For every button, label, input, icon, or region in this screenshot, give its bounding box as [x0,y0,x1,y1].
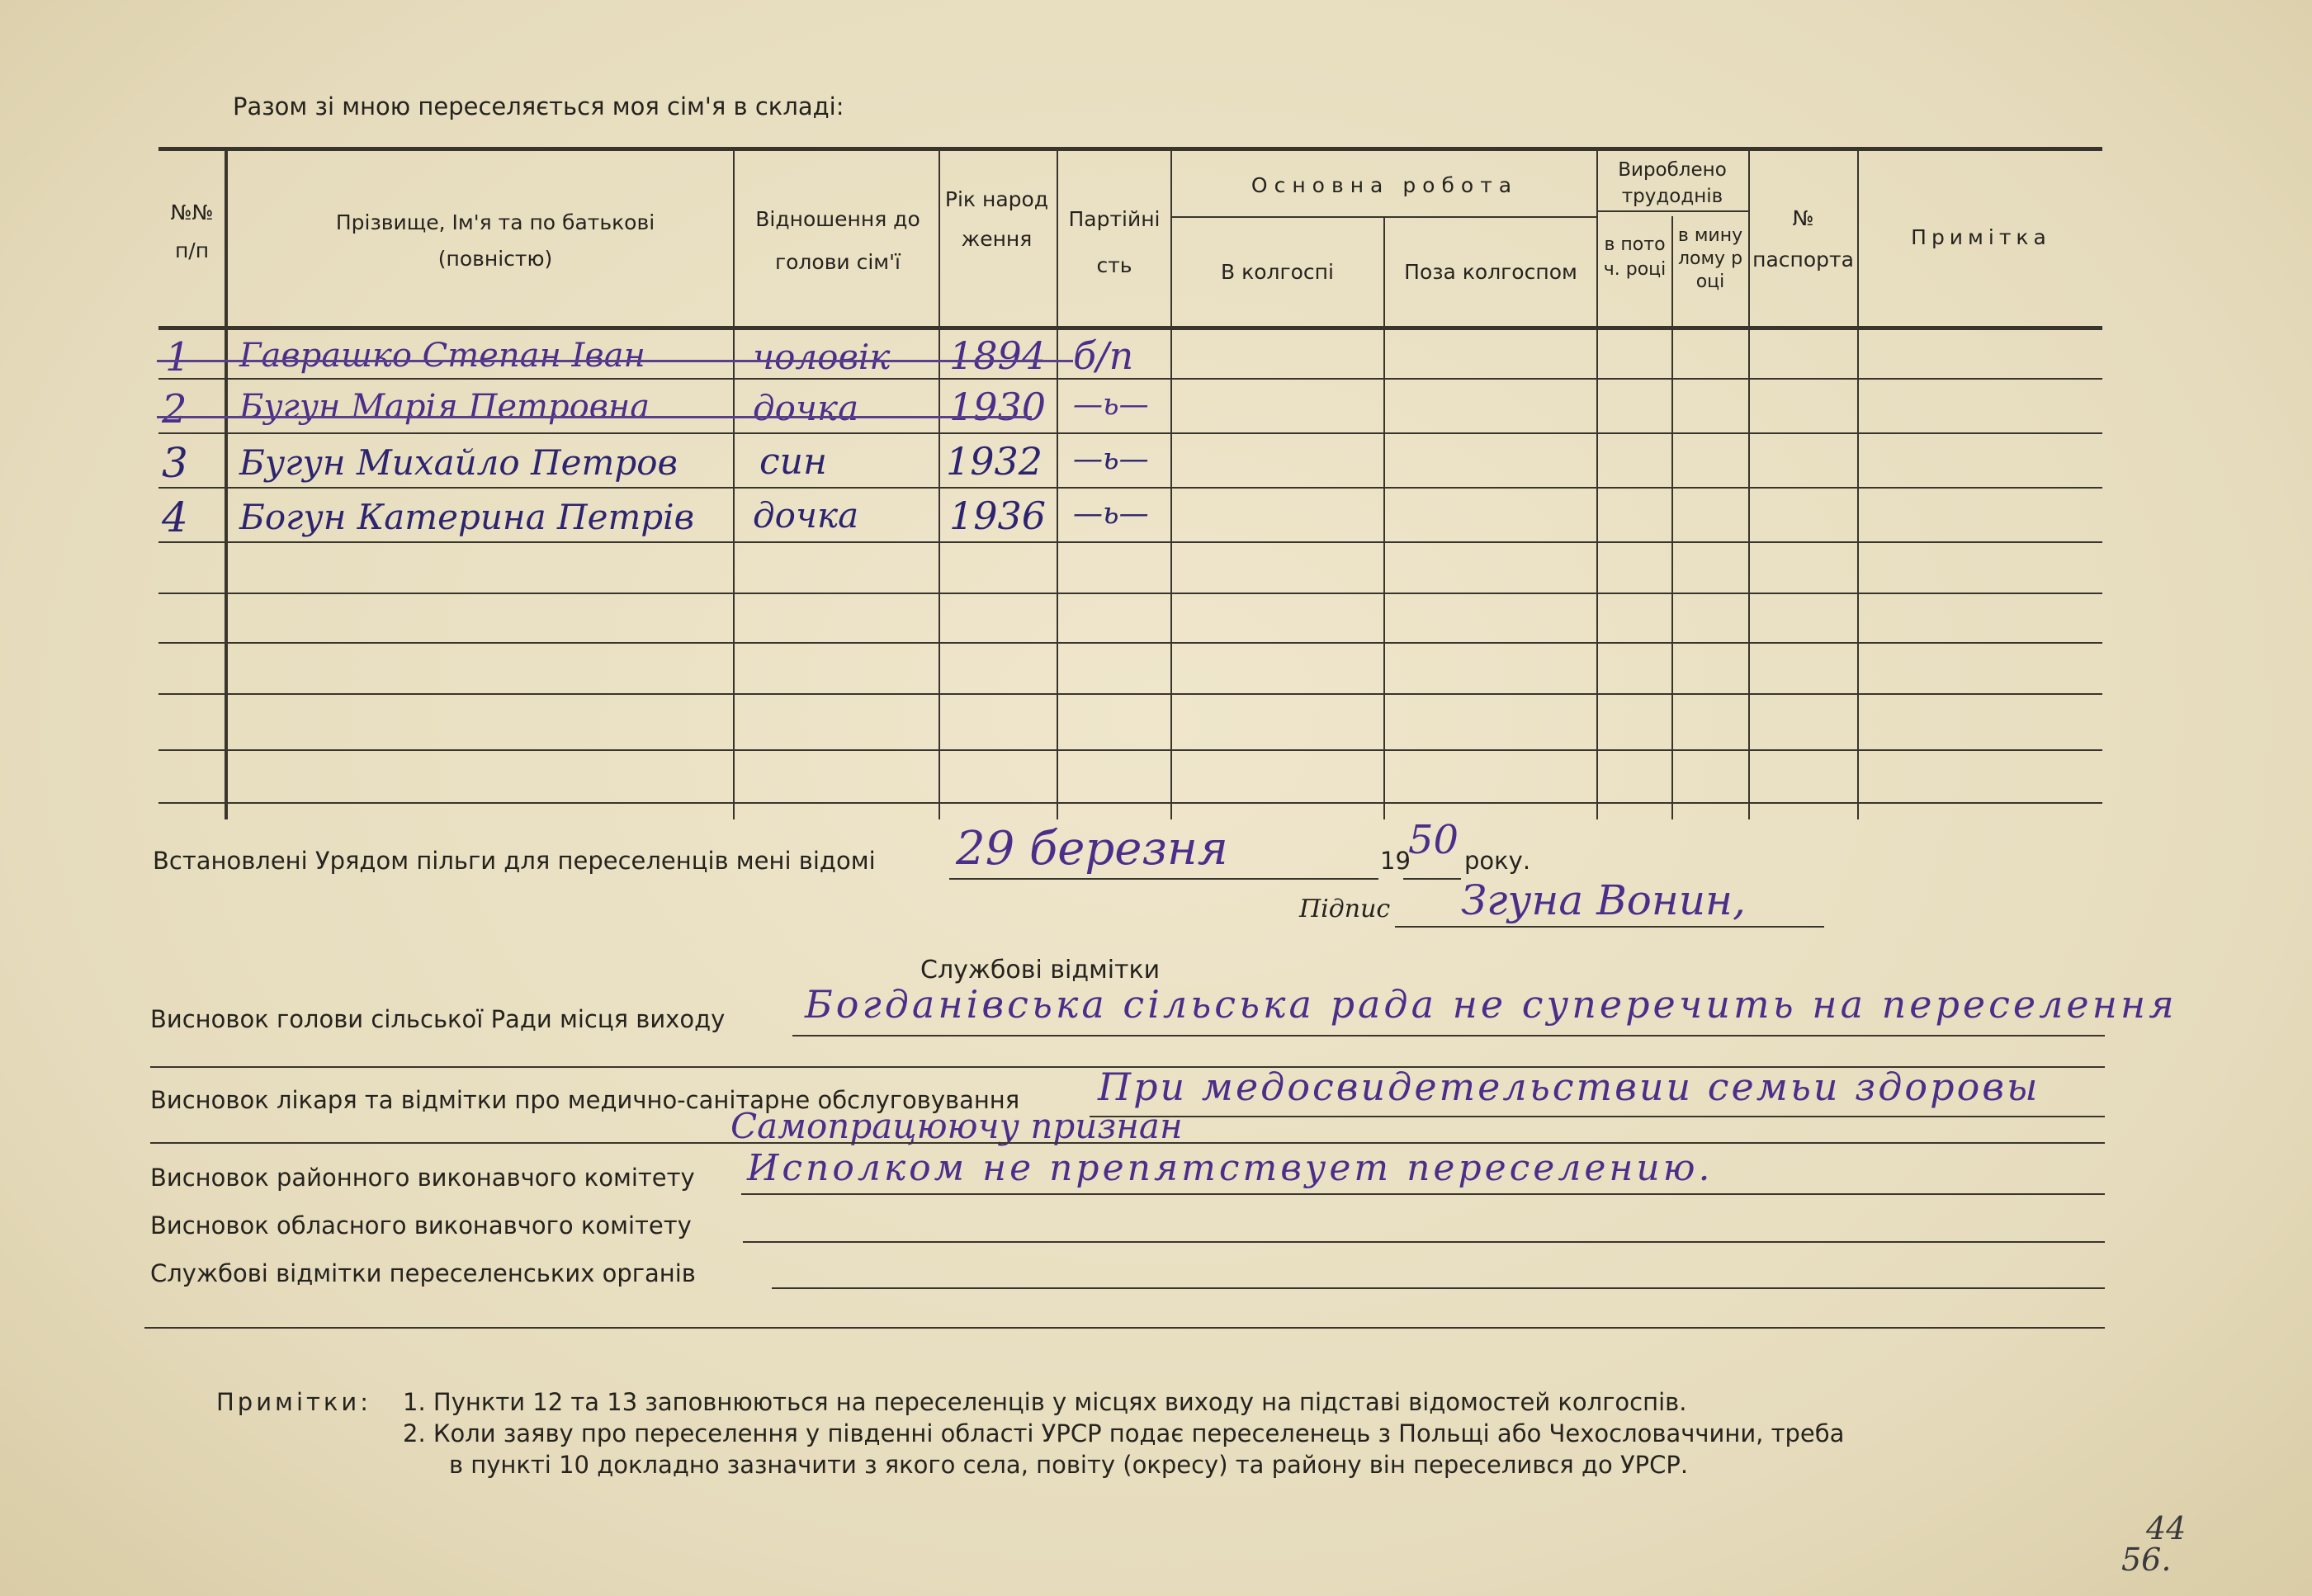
row-relation: син [759,441,827,483]
header-trudodni: Вироблено трудоднів [1618,159,1727,207]
header-work: Основна робота [1251,173,1519,197]
header-trudodni-current: в поточ. році [1603,234,1667,280]
page-number-bottom: 56. [2121,1542,2172,1578]
header-note: Примітка [1911,225,2051,249]
header-party: Партійність [1068,207,1161,277]
note-1: 1. Пункти 12 та 13 заповнюються на переселенців у місцях виходу на підставі відомостей колгоспів. [403,1388,1687,1416]
note-2a: 2. Коли заяву про переселення у південні області УРСР подає переселенець з Польщі або Чехословаччини, треба [403,1419,1845,1447]
row-party: —ь— [1073,388,1149,422]
benefits-year-word: року. [1464,847,1531,875]
service-title: Службові відмітки [920,956,1161,985]
header-birth: Рік народження [944,187,1049,251]
signature-value: Згуна Вонин, [1461,876,1746,924]
doctor-value-line2: Самопрацюючу признан [730,1106,1183,1146]
village-council-label: Висновок голови сільської Ради місця виходу [150,1005,726,1033]
migration-label: Службові відмітки переселенських органів [150,1259,696,1287]
district-label: Висновок районного виконавчого комітету [150,1164,695,1192]
doctor-label: Висновок лікаря та відмітки про медично-санітарне обслуговування [150,1086,1020,1114]
row-name: Бугун Марія Петровна [239,388,650,426]
row-year: 1930 [949,385,1047,429]
header-work-kolgosp: В колгоспі [1221,260,1334,284]
header-work-outside: Поза колгоспом [1404,260,1577,284]
intro-text: Разом зі мною переселяється моя сім'я в складі: [233,92,844,120]
note-2b: в пункті 10 докладно зазначити з якого села, повіту (окресу) та району він переселився до УРСР. [449,1451,1689,1479]
benefits-label: Встановлені Урядом пільги для переселенців мені відомі [153,847,876,875]
row-party: —ь— [1073,497,1149,531]
notes-title: Примітки: [216,1388,372,1416]
row-party: —ь— [1073,442,1149,476]
page-number-top: 44 [2146,1510,2187,1546]
header-relation: Відношення до голови сім'ї [755,207,920,274]
doctor-value-line1: При медосвидетельствии семьи здоровы [1098,1065,2040,1109]
row-num: 3 [162,439,188,487]
row-party: б/п [1073,333,1134,378]
row-name: Бугун Михайло Петров [239,442,678,483]
district-value: Исполком не препятствует переселению. [747,1147,1714,1189]
header-num: №№ п/п [170,201,214,262]
benefits-year-prefix: 19 [1380,847,1411,875]
row-relation: дочка [753,495,859,536]
signature-label: Підпис [1299,895,1391,923]
header-trudodni-past: в минулому році [1677,225,1743,292]
row-num: 1 [165,334,191,380]
row-relation: дочка [753,388,859,428]
row-num: 4 [162,493,188,541]
benefits-date: 29 березня [956,822,1228,876]
header-name: Прізвище, Ім'я та по батькові (повністю) [335,210,655,271]
row-relation: чоловік [753,337,891,377]
row-year: 1932 [946,439,1043,484]
oblast-label: Висновок обласного виконавчого комітету [150,1211,692,1239]
row-year: 1936 [949,493,1047,538]
village-council-value: Богданівська сільська рада не суперечить на переселення [805,982,2177,1027]
header-passport: № паспорта [1752,206,1854,272]
benefits-year-suffix: 50 [1408,817,1459,863]
row-year: 1894 [949,333,1047,378]
row-name: Богун Катерина Петрів [239,497,695,537]
row-name: Гаврашко Степан Іван [239,337,645,375]
row-num: 2 [162,386,187,432]
